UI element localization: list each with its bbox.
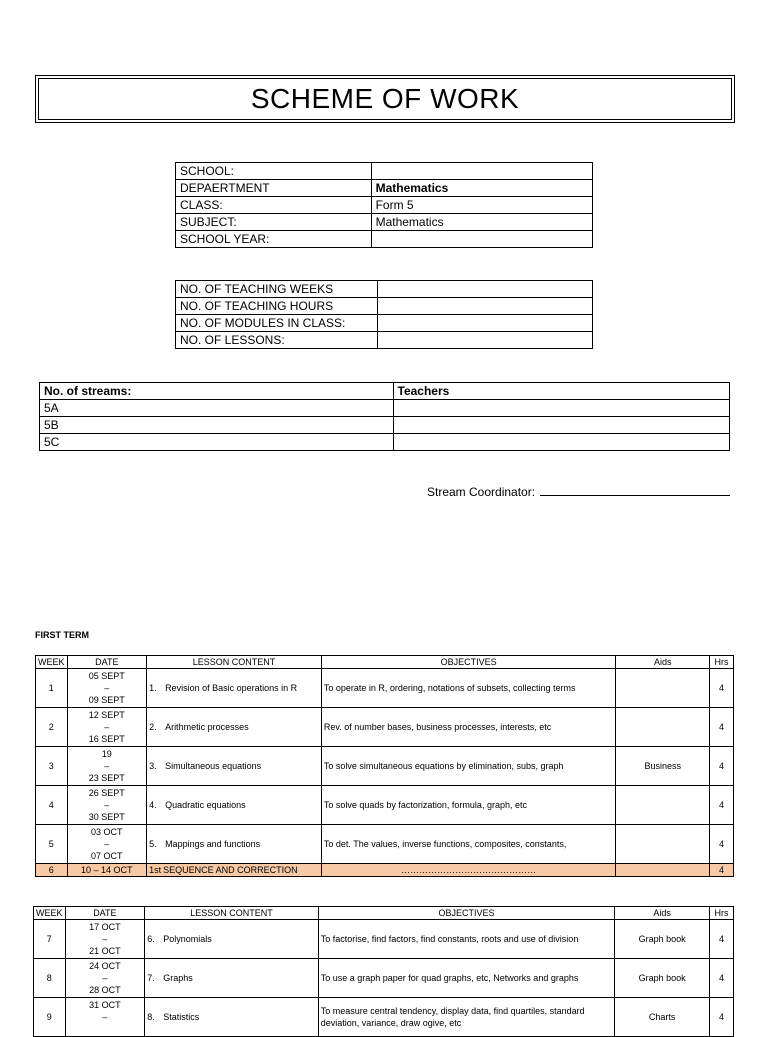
- lesson-number: 6.: [147, 934, 155, 944]
- header-content: LESSON CONTENT: [147, 656, 322, 669]
- school-info-label: DEPAERTMENT: [176, 180, 372, 197]
- header-objectives: OBJECTIVES: [318, 907, 615, 920]
- header-hrs: Hrs: [710, 656, 734, 669]
- lesson-content-cell: [147, 669, 322, 708]
- stream-teacher[interactable]: [393, 400, 729, 417]
- scheme-row: [36, 825, 734, 864]
- hours-cell: 4: [710, 959, 734, 998]
- date-cell: [65, 920, 145, 959]
- date-line: –: [102, 973, 108, 983]
- objectives-cell: To solve simultaneous equations by elimination, subs, graph: [321, 747, 616, 786]
- school-info-value[interactable]: [371, 163, 592, 180]
- scheme-row: [34, 998, 734, 1037]
- stream-row: [40, 434, 730, 451]
- teaching-info-table: [175, 280, 593, 349]
- scheme-row: [36, 708, 734, 747]
- header-content: LESSON CONTENT: [145, 907, 318, 920]
- aids-cell: Business: [616, 747, 710, 786]
- scheme-row: [36, 786, 734, 825]
- week-cell: 2: [36, 708, 68, 747]
- lesson-title: Quadratic equations: [165, 800, 246, 810]
- teaching-info-row: [176, 281, 593, 298]
- lesson-title: Statistics: [163, 1012, 200, 1022]
- date-line: –: [104, 683, 110, 693]
- lesson-title: Arithmetic processes: [165, 722, 249, 732]
- teaching-info-value[interactable]: [377, 332, 592, 349]
- date-line: 03 OCT: [91, 827, 123, 837]
- stream-row: [40, 400, 730, 417]
- hours-cell: 4: [710, 786, 734, 825]
- week-cell: 5: [36, 825, 68, 864]
- lesson-content-cell: [147, 747, 322, 786]
- teaching-info-label: NO. OF MODULES IN CLASS:: [176, 315, 378, 332]
- teaching-info-row: [176, 315, 593, 332]
- aids-cell: [616, 864, 710, 877]
- lesson-content-cell: [147, 825, 322, 864]
- lesson-content-cell: [147, 786, 322, 825]
- teaching-info-label: NO. OF LESSONS:: [176, 332, 378, 349]
- school-info-row: [176, 197, 593, 214]
- teaching-info-value[interactable]: [377, 281, 592, 298]
- date-line: –: [104, 761, 110, 771]
- school-info-row: [176, 214, 593, 231]
- date-cell: [67, 825, 147, 864]
- stream-coordinator: [427, 485, 730, 499]
- scheme-row: [34, 920, 734, 959]
- school-info-row: [176, 163, 593, 180]
- date-line: –: [104, 722, 110, 732]
- school-info-row: [176, 231, 593, 248]
- lesson-number: 7.: [147, 973, 155, 983]
- term-label: FIRST TERM: [35, 630, 89, 640]
- stream-teacher[interactable]: [393, 434, 729, 451]
- teaching-info-value[interactable]: [377, 315, 592, 332]
- aids-cell: [616, 786, 710, 825]
- lesson-number: 1.: [149, 683, 157, 693]
- date-line: –: [102, 934, 108, 944]
- week-cell: 9: [34, 998, 66, 1037]
- scheme-table-1: [35, 655, 734, 877]
- lesson-content-cell: [145, 959, 318, 998]
- teaching-info-row: [176, 298, 593, 315]
- school-info-label: SCHOOL YEAR:: [176, 231, 372, 248]
- date-cell: [65, 998, 145, 1037]
- date-line: –: [104, 839, 110, 849]
- lesson-number: 3.: [149, 761, 157, 771]
- lesson-title: SEQUENCE AND CORRECTION: [163, 865, 298, 875]
- school-info-value[interactable]: [371, 231, 592, 248]
- date-line: 07 OCT: [91, 851, 123, 861]
- aids-cell: [616, 825, 710, 864]
- lesson-content-cell: [147, 864, 322, 877]
- lesson-content-cell: [145, 920, 318, 959]
- date-line: 19: [101, 749, 112, 759]
- teaching-info-row: [176, 332, 593, 349]
- stream-name: 5C: [40, 434, 394, 451]
- date-line: 21 OCT: [89, 946, 121, 956]
- week-cell: 8: [34, 959, 66, 998]
- streams-table: [39, 382, 730, 451]
- lesson-number: 5.: [149, 839, 157, 849]
- stream-row: [40, 417, 730, 434]
- date-cell: [67, 786, 147, 825]
- header-aids: Aids: [615, 907, 710, 920]
- scheme-header-row: [34, 907, 734, 920]
- hours-cell: 4: [710, 708, 734, 747]
- date-line: 31 OCT: [89, 1000, 121, 1010]
- week-cell: 1: [36, 669, 68, 708]
- date-cell: [67, 669, 147, 708]
- date-line: 28 OCT: [89, 985, 121, 995]
- teaching-info-label: NO. OF TEACHING WEEKS: [176, 281, 378, 298]
- school-info-table: [175, 162, 593, 248]
- date-line: 12 SEPT: [88, 710, 125, 720]
- stream-teacher[interactable]: [393, 417, 729, 434]
- school-info-label: SUBJECT:: [176, 214, 372, 231]
- header-aids: Aids: [616, 656, 710, 669]
- objectives-cell: To solve quads by factorization, formula, graph, etc: [321, 786, 616, 825]
- objectives-cell: To factorise, find factors, find constants, roots and use of division: [318, 920, 615, 959]
- date-line: 05 SEPT: [88, 671, 125, 681]
- lesson-number: 2.: [149, 722, 157, 732]
- lesson-title: Polynomials: [163, 934, 212, 944]
- scheme-row: [36, 864, 734, 877]
- aids-cell: Charts: [615, 998, 710, 1037]
- school-info-row: [176, 180, 593, 197]
- date-line: [68, 1023, 143, 1035]
- aids-cell: [616, 669, 710, 708]
- school-info-value[interactable]: Mathematics: [371, 180, 592, 197]
- hours-cell: 4: [710, 920, 734, 959]
- header-week: WEEK: [36, 656, 68, 669]
- date-line: 30 SEPT: [88, 812, 125, 822]
- objectives-cell: To measure central tendency, display data, find quartiles, standard deviation, variance, draw ogive, etc: [318, 998, 615, 1037]
- aids-cell: [616, 708, 710, 747]
- streams-header: No. of streams:: [40, 383, 394, 400]
- stream-name: 5B: [40, 417, 394, 434]
- aids-cell: Graph book: [615, 920, 710, 959]
- page-title: SCHEME OF WORK: [35, 75, 735, 123]
- lesson-title: Simultaneous equations: [165, 761, 262, 771]
- school-info-label: SCHOOL:: [176, 163, 372, 180]
- header-date: DATE: [67, 656, 147, 669]
- date-line: 10 – 14 OCT: [81, 865, 133, 875]
- teaching-info-value[interactable]: [377, 298, 592, 315]
- teachers-header: Teachers: [393, 383, 729, 400]
- hours-cell: 4: [710, 747, 734, 786]
- teaching-info-label: NO. OF TEACHING HOURS: [176, 298, 378, 315]
- date-line: 17 OCT: [89, 922, 121, 932]
- date-line: 23 SEPT: [88, 773, 125, 783]
- lesson-number: 4.: [149, 800, 157, 810]
- objectives-cell: To operate in R, ordering, notations of subsets, collecting terms: [321, 669, 616, 708]
- week-cell: 4: [36, 786, 68, 825]
- objectives-cell: To use a graph paper for quad graphs, etc, Networks and graphs: [318, 959, 615, 998]
- header-hrs: Hrs: [710, 907, 734, 920]
- school-info-value[interactable]: Mathematics: [371, 214, 592, 231]
- stream-coordinator-label: Stream Coordinator:: [427, 485, 539, 499]
- date-line: –: [102, 1012, 108, 1022]
- objectives-cell: Rev. of number bases, business processes, interests, etc: [321, 708, 616, 747]
- stream-name: 5A: [40, 400, 394, 417]
- hours-cell: 4: [710, 998, 734, 1037]
- objectives-cell: ………………………………………: [321, 864, 616, 877]
- lesson-title: Graphs: [163, 973, 193, 983]
- lesson-title: Mappings and functions: [165, 839, 261, 849]
- date-line: 09 SEPT: [88, 695, 125, 705]
- lesson-content-cell: [145, 998, 318, 1037]
- header-date: DATE: [65, 907, 145, 920]
- week-cell: 6: [36, 864, 68, 877]
- school-info-label: CLASS:: [176, 197, 372, 214]
- scheme-row: [34, 959, 734, 998]
- header-objectives: OBJECTIVES: [321, 656, 616, 669]
- date-cell: [65, 959, 145, 998]
- lesson-title: Revision of Basic operations in R: [165, 683, 298, 693]
- date-cell: [67, 747, 147, 786]
- lesson-content-cell: [147, 708, 322, 747]
- date-cell: [67, 708, 147, 747]
- date-line: 16 SEPT: [88, 734, 125, 744]
- week-cell: 3: [36, 747, 68, 786]
- hours-cell: 4: [710, 669, 734, 708]
- lesson-number: 1st: [149, 865, 162, 875]
- aids-cell: Graph book: [615, 959, 710, 998]
- date-line: 24 OCT: [89, 961, 121, 971]
- scheme-table-2: [33, 906, 734, 1037]
- date-line: 26 SEPT: [88, 788, 125, 798]
- date-cell: [67, 864, 147, 877]
- hours-cell: 4: [710, 864, 734, 877]
- objectives-cell: To det. The values, inverse functions, composites, constants,: [321, 825, 616, 864]
- school-info-value[interactable]: Form 5: [371, 197, 592, 214]
- scheme-row: [36, 669, 734, 708]
- week-cell: 7: [34, 920, 66, 959]
- scheme-header-row: [36, 656, 734, 669]
- scheme-row: [36, 747, 734, 786]
- header-week: WEEK: [34, 907, 66, 920]
- lesson-number: 8.: [147, 1012, 155, 1022]
- signature-line[interactable]: [540, 485, 730, 496]
- date-line: –: [104, 800, 110, 810]
- hours-cell: 4: [710, 825, 734, 864]
